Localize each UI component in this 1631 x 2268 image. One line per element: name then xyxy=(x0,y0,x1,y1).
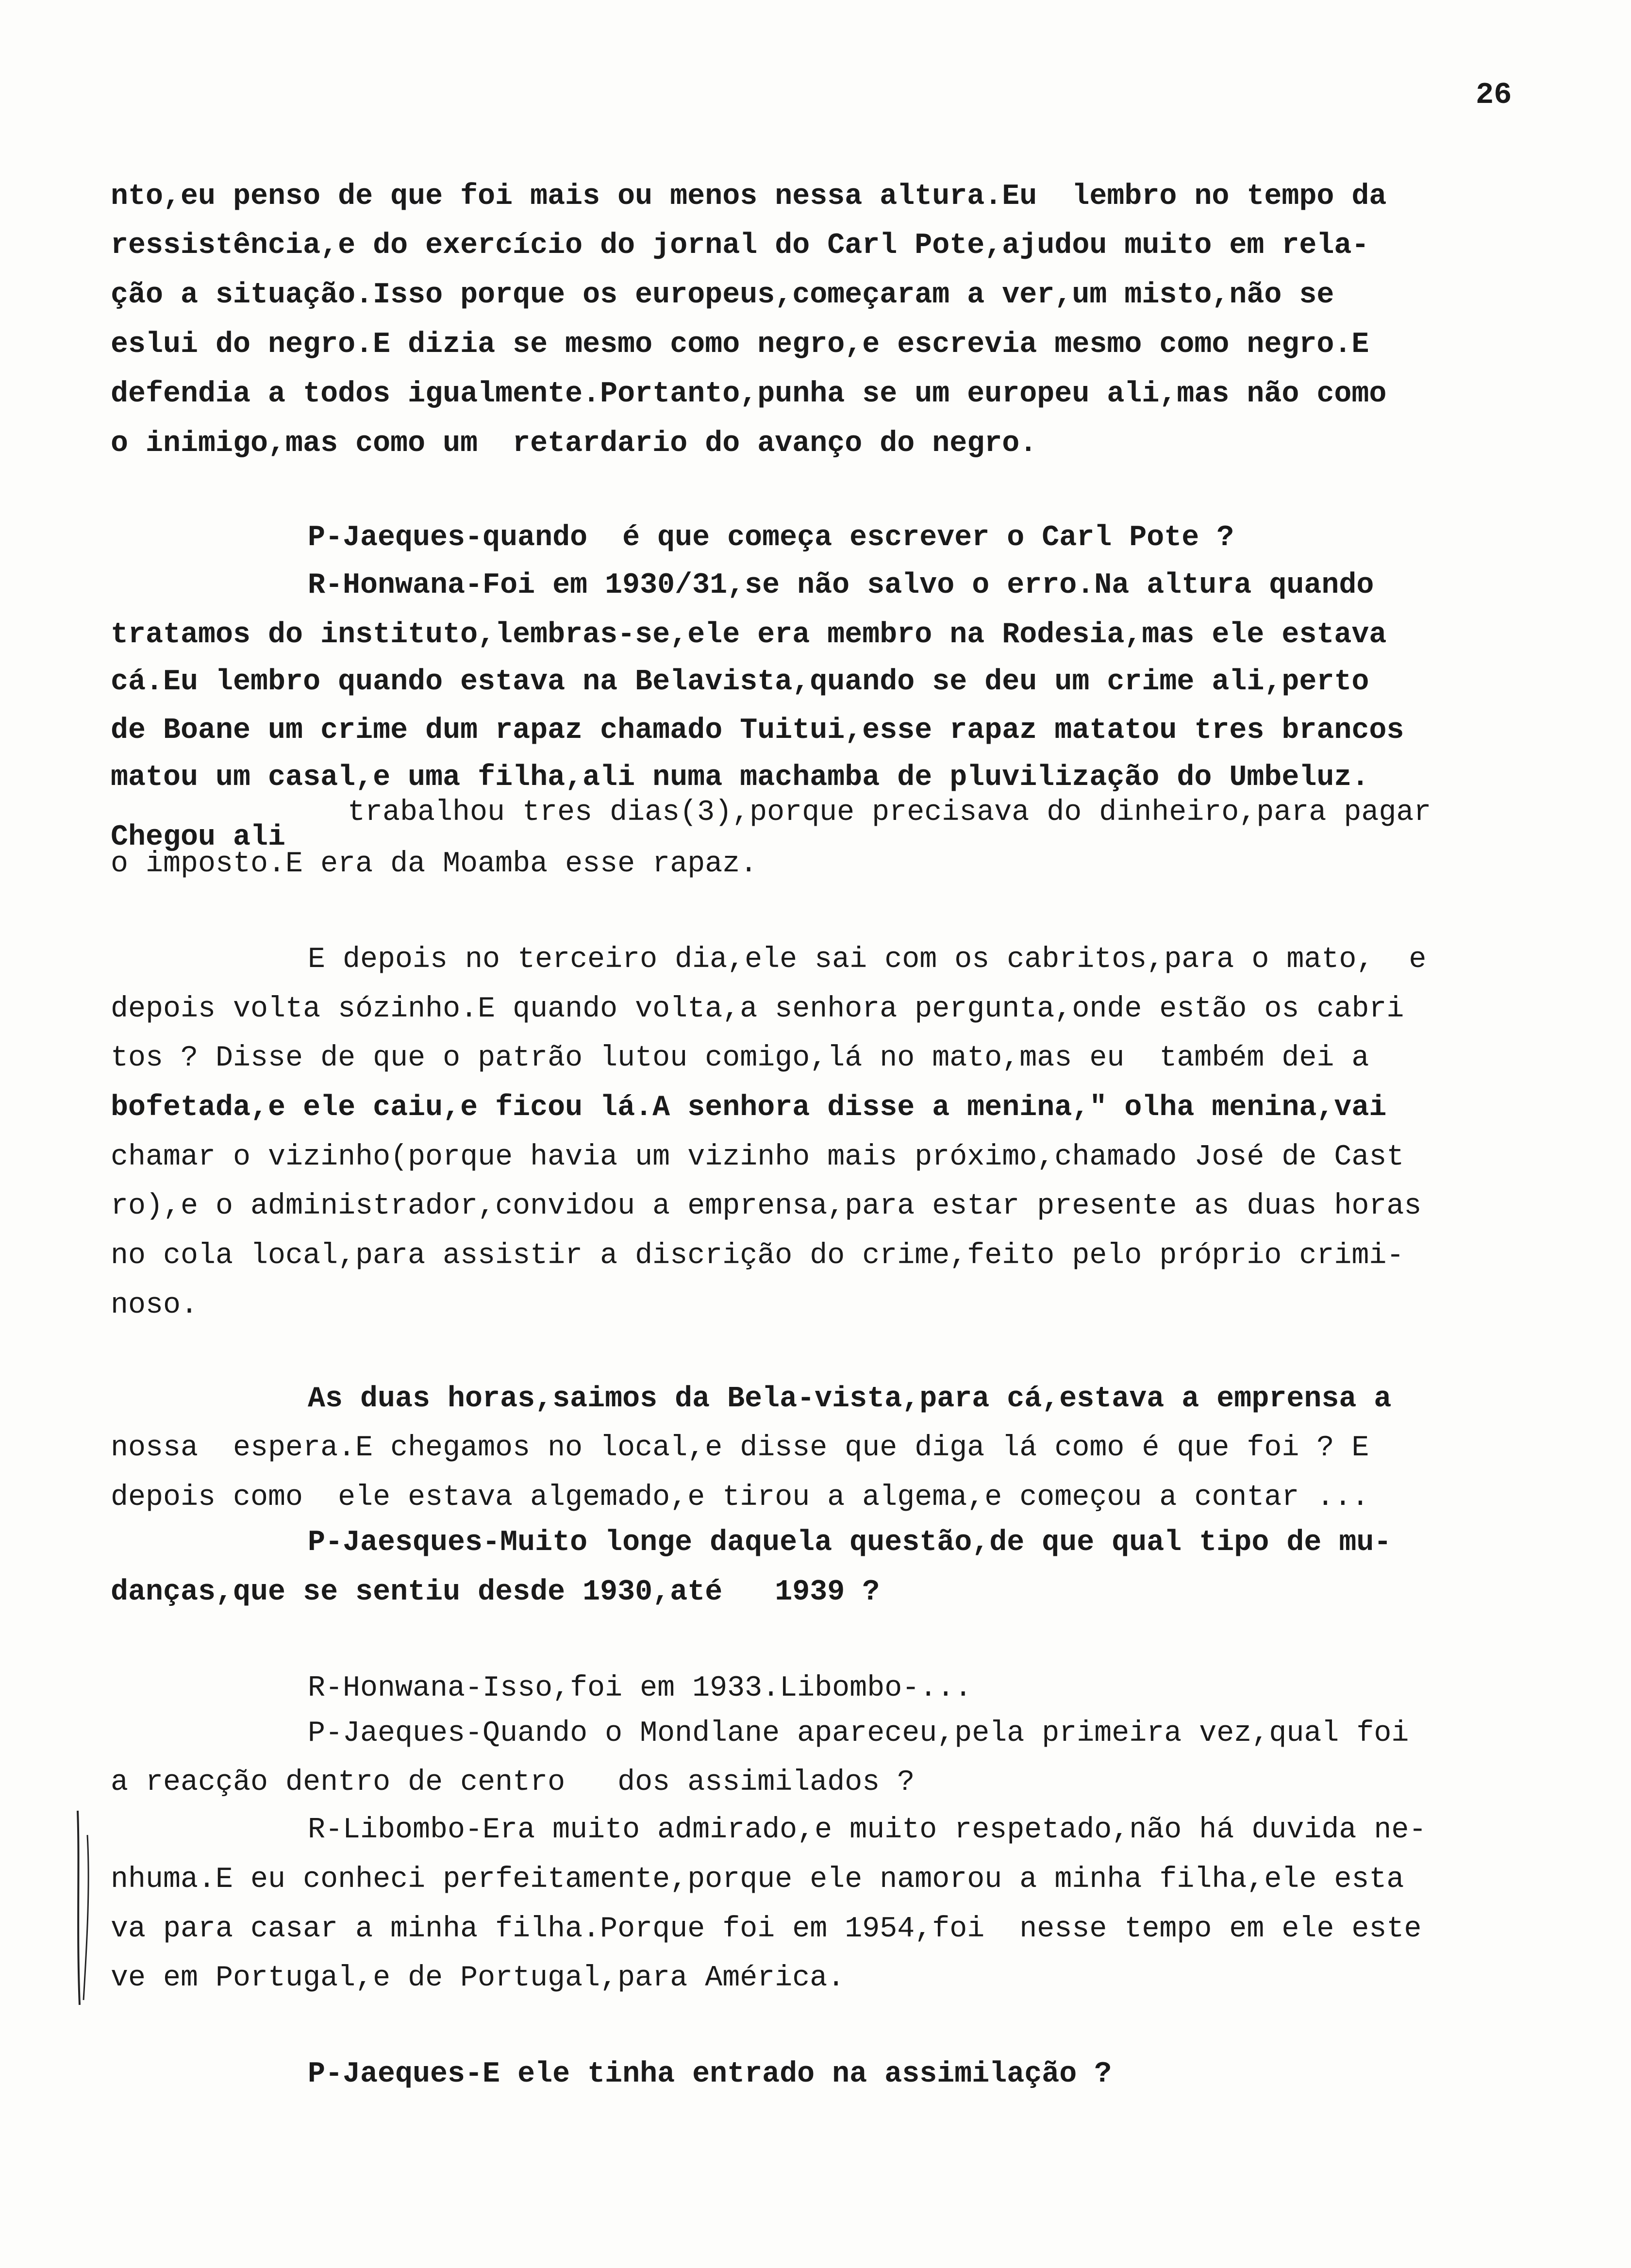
text-line: nhuma.E eu conheci perfeitamente,porque ele namorou a minha filha,ele esta xyxy=(111,1863,1404,1896)
answer-line: R-Honwana-Isso,foi em 1933.Libombo-... xyxy=(308,1672,972,1705)
page-number: 26 xyxy=(1476,78,1512,112)
text-line: As duas horas,saimos da Bela-vista,para cá,estava a emprensa a xyxy=(308,1383,1392,1416)
answer-line: R-Honwana-Foi em 1930/31,se não salvo o erro.Na altura quando xyxy=(308,569,1374,602)
text-line: cá.Eu lembro quando estava na Belavista,quando se deu um crime ali,perto xyxy=(111,666,1369,699)
text-line: Chegou ali xyxy=(111,821,286,854)
text-line: chamar o vizinho(porque havia um vizinho mais próximo,chamado José de Cast xyxy=(111,1141,1404,1174)
question-line: P-Jaeques-E ele tinha entrado na assimilação ? xyxy=(308,2058,1112,2091)
text-line: ro),e o administrador,convidou a emprensa,para estar presente as duas horas xyxy=(111,1190,1422,1223)
text-line: ressistência,e do exercício do jornal do Carl Pote,ajudou muito em rela- xyxy=(111,229,1369,262)
text-line: E depois no terceiro dia,ele sai com os cabritos,para o mato, e xyxy=(308,943,1427,976)
question-line: P-Jaesques-Muito longe daquela questão,de que qual tipo de mu- xyxy=(308,1526,1392,1559)
text-line: danças,que se sentiu desde 1930,até 1939 ? xyxy=(111,1576,880,1609)
text-line: o imposto.E era da Moamba esse rapaz. xyxy=(111,848,758,881)
text-line: eslui do negro.E dizia se mesmo como negro,e escrevia mesmo como negro.E xyxy=(111,328,1369,361)
text-line: bofetada,e ele caiu,e ficou lá.A senhora disse a menina," olha menina,vai xyxy=(111,1091,1387,1124)
text-line: de Boane um crime dum rapaz chamado Tuitui,esse rapaz matatou tres brancos xyxy=(111,714,1404,747)
text-line: a reacção dentro de centro dos assimilados ? xyxy=(111,1766,915,1799)
text-line: matou um casal,e uma filha,ali numa machamba de pluvilização do Umbeluz. xyxy=(111,761,1369,794)
question-line: P-Jaeques-quando é que começa escrever o Carl Pote ? xyxy=(308,521,1234,554)
text-line: ve em Portugal,e de Portugal,para América. xyxy=(111,1962,845,1995)
text-line: no cola local,para assistir a discrição do crime,feito pelo próprio crimi- xyxy=(111,1239,1404,1272)
text-line: ção a situação.Isso porque os europeus,começaram a ver,um misto,não se xyxy=(111,279,1334,312)
text-line: tos ? Disse de que o patrão lutou comigo,lá no mato,mas eu também dei a xyxy=(111,1042,1369,1075)
answer-line: R-Libombo-Era muito admirado,e muito respetado,não há duvida ne- xyxy=(308,1814,1427,1847)
text-line: trabalhou tres dias(3),porque precisava do dinheiro,para pagar xyxy=(348,796,1431,829)
text-line: noso. xyxy=(111,1289,199,1322)
text-line: nto,eu penso de que foi mais ou menos nessa altura.Eu lembro no tempo da xyxy=(111,180,1387,213)
text-line: depois volta sózinho.E quando volta,a senhora pergunta,onde estão os cabri xyxy=(111,993,1404,1026)
text-line: va para casar a minha filha.Porque foi em 1954,foi nesse tempo em ele este xyxy=(111,1913,1422,1946)
margin-mark-icon xyxy=(73,1806,97,2010)
question-line: P-Jaeques-Quando o Mondlane apareceu,pela primeira vez,qual foi xyxy=(308,1717,1409,1750)
text-line: o inimigo,mas como um retardario do avanço do negro. xyxy=(111,427,1037,460)
text-line: nossa espera.E chegamos no local,e disse que diga lá como é que foi ? E xyxy=(111,1432,1369,1465)
text-line: tratamos do instituto,lembras-se,ele era membro na Rodesia,mas ele estava xyxy=(111,618,1387,651)
text-line: defendia a todos igualmente.Portanto,punha se um europeu ali,mas não como xyxy=(111,378,1387,411)
text-line: depois como ele estava algemado,e tirou a algema,e começou a contar ... xyxy=(111,1481,1369,1514)
